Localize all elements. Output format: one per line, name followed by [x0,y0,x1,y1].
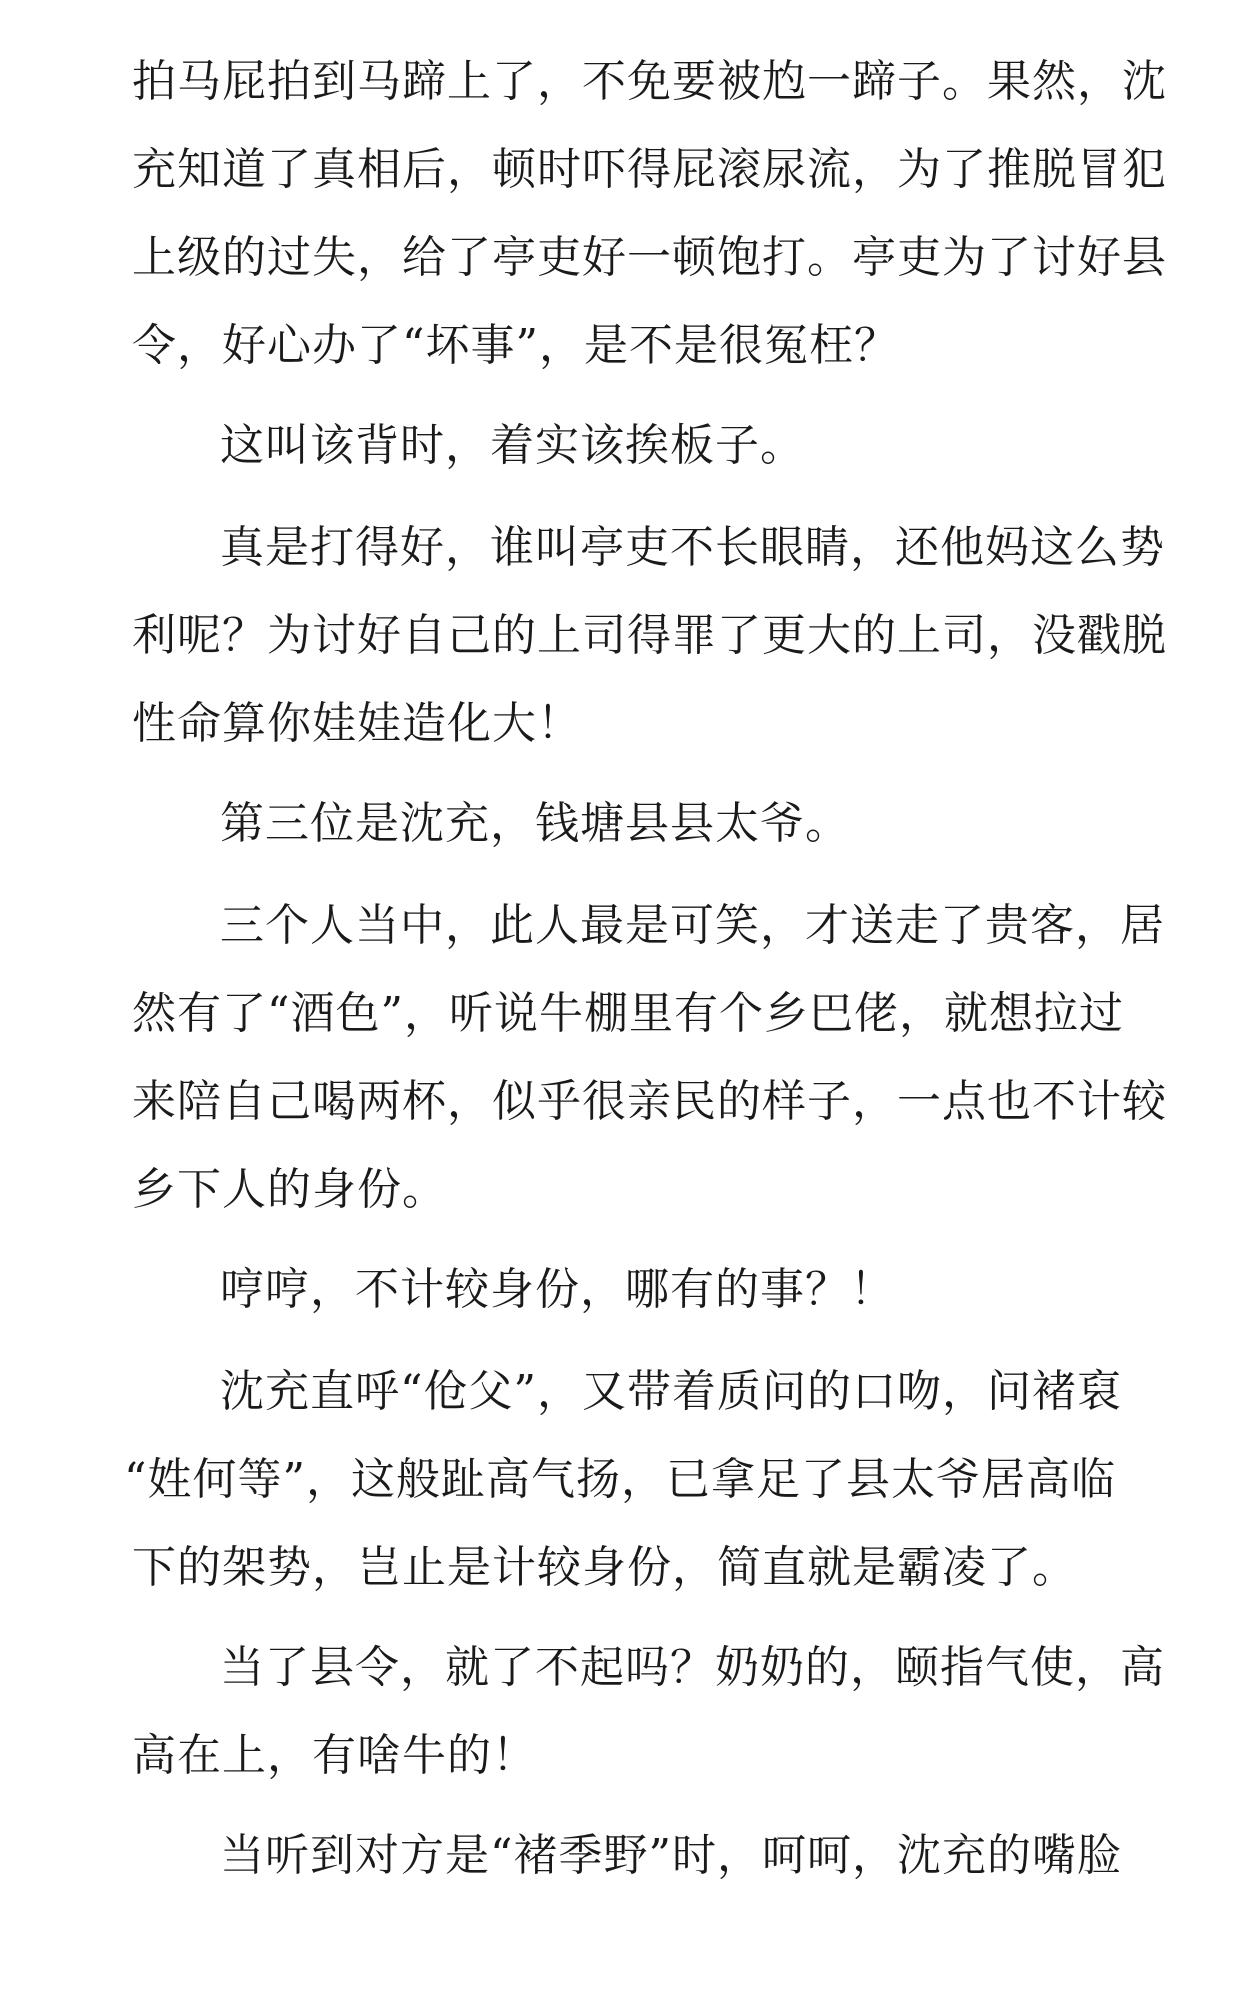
text-line: 高在上，有啥牛的！ [132,1730,537,1781]
text-line: “姓何等”，这般趾高气扬，已拿足了县太爷居高临 [124,1454,1116,1505]
text-line: 令，好心办了“坏事”，是不是很冤枉？ [132,320,899,371]
paragraph-line: 哼哼，不计较身份，哪有的事？！ [220,1264,895,1315]
text-line: 上级的过失，给了亭吏好一顿饱打。亭吏为了讨好县 [132,232,1167,283]
text-line: 充知道了真相后，顿时吓得屁滚尿流，为了推脱冒犯 [132,144,1167,195]
text-line: 利呢？为讨好自己的上司得罪了更大的上司，没戳脱 [132,610,1167,661]
text-line: 拍马屁拍到马蹄上了，不免要被尥一蹄子。果然，沈 [132,56,1167,107]
paragraph-line: 当了县令，就了不起吗？奶奶的，颐指气使，高 [220,1642,1165,1693]
text-line: 性命算你娃娃造化大！ [132,698,582,749]
text-line: 然有了“酒色”，听说牛棚里有个乡巴佬，就想拉过 [132,988,1124,1039]
paragraph-line: 三个人当中，此人最是可笑，才送走了贵客，居 [220,900,1165,951]
text-line: 下的架势，岂止是计较身份，简直就是霸凌了。 [132,1542,1077,1593]
paragraph-line: 真是打得好，谁叫亭吏不长眼睛，还他妈这么势 [220,522,1165,573]
paragraph-line: 这叫该背时，着实该挨板子。 [220,420,805,471]
paragraph-line: 第三位是沈充，钱塘县县太爷。 [220,798,850,849]
text-line: 乡下人的身份。 [132,1164,447,1215]
paragraph-line: 沈充直呼“伧父”，又带着质问的口吻，问褚裒 [220,1366,1122,1417]
paragraph-line: 当听到对方是“褚季野”时，呵呵，沈充的嘴脸 [220,1830,1122,1881]
text-line: 来陪自己喝两杯，似乎很亲民的样子，一点也不计较 [132,1076,1167,1127]
